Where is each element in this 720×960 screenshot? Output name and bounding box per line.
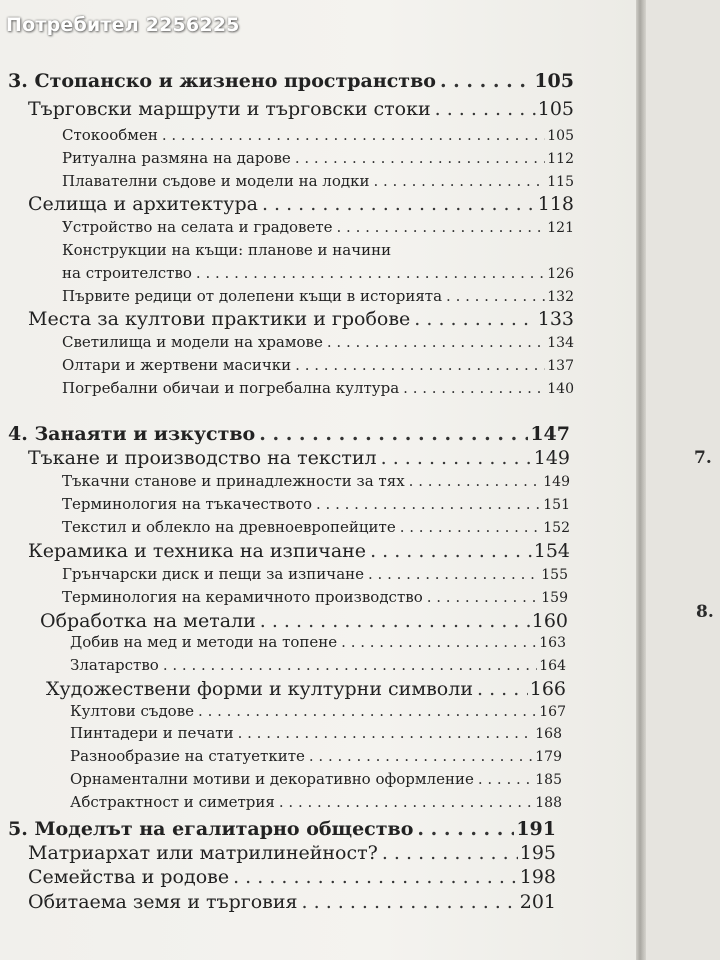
dot-leader bbox=[477, 678, 528, 700]
toc-entry-page: 140 bbox=[547, 381, 574, 397]
book-page-right bbox=[646, 0, 720, 960]
toc-entry bbox=[62, 565, 568, 583]
toc-entry-page: 188 bbox=[535, 795, 562, 811]
toc-entry bbox=[62, 495, 570, 513]
toc-entry-title: Стокообмен bbox=[62, 126, 158, 144]
dot-leader bbox=[327, 333, 545, 351]
dot-leader bbox=[409, 472, 542, 490]
toc-entry bbox=[62, 518, 570, 536]
toc-entry bbox=[62, 333, 574, 351]
toc-entry-page: 147 bbox=[530, 423, 570, 445]
toc-entry-page: 152 bbox=[543, 520, 570, 536]
toc-entry bbox=[8, 818, 556, 840]
toc-entry bbox=[28, 308, 574, 330]
toc-entry-page: 105 bbox=[534, 70, 574, 92]
toc-entry-title: Устройство на селата и градовете bbox=[62, 218, 333, 236]
toc-entry bbox=[62, 172, 574, 190]
toc-entry bbox=[28, 866, 556, 888]
toc-entry bbox=[40, 610, 568, 632]
toc-entry bbox=[70, 747, 562, 765]
toc-entry bbox=[28, 891, 556, 913]
dot-leader bbox=[403, 379, 545, 397]
toc-entry-title: Терминология на керамичното производство bbox=[62, 588, 423, 606]
toc-entry-page: 168 bbox=[535, 726, 562, 742]
toc-entry-title: Селища и архитектура bbox=[28, 193, 258, 215]
dot-leader bbox=[279, 793, 533, 811]
toc-entry bbox=[28, 842, 556, 864]
toc-entry-title: Обработка на метали bbox=[40, 610, 256, 632]
dot-leader bbox=[238, 724, 534, 742]
toc-entry-title-line: Конструкции на къщи: планове и начини bbox=[62, 241, 392, 259]
toc-entry bbox=[46, 678, 566, 700]
toc-entry-title: Пинтадери и печати bbox=[70, 724, 234, 742]
toc-entry-title: Разнообразие на статуетките bbox=[70, 747, 305, 765]
toc-entry-page: 134 bbox=[547, 335, 574, 351]
toc-entry-page: 126 bbox=[547, 266, 574, 282]
toc-entry bbox=[62, 149, 574, 167]
toc-entry-page: 121 bbox=[547, 220, 574, 236]
toc-entry-page: 154 bbox=[533, 540, 570, 562]
toc-entry-title: Светилища и модели на храмове bbox=[62, 333, 323, 351]
dot-leader bbox=[196, 264, 545, 282]
dot-leader bbox=[198, 702, 537, 720]
toc-entry-title: Добив на мед и методи на топене bbox=[70, 633, 338, 651]
toc-entry-title: Първите редици от долепени къщи в историята bbox=[62, 287, 443, 305]
toc-entry-page: 160 bbox=[531, 610, 568, 632]
toc-entry bbox=[70, 793, 562, 811]
toc-entry bbox=[62, 379, 574, 397]
toc-entry-title: Матриархат или матрилинейност? bbox=[28, 842, 378, 864]
toc-entry bbox=[28, 447, 570, 469]
toc-entry bbox=[62, 126, 574, 144]
toc-entry-title: Обитаема земя и търговия bbox=[28, 891, 298, 913]
toc-entry-page: 112 bbox=[547, 151, 574, 167]
dot-leader bbox=[414, 308, 535, 330]
toc-entry-page: 155 bbox=[541, 567, 568, 583]
dot-leader bbox=[316, 495, 541, 513]
dot-leader bbox=[163, 656, 537, 674]
toc-entry-page: 137 bbox=[547, 358, 574, 374]
dot-leader bbox=[370, 540, 532, 562]
toc-entry bbox=[62, 264, 574, 282]
toc-entry-page: 164 bbox=[539, 658, 566, 674]
toc-entry bbox=[62, 472, 570, 490]
toc-entry-title: на строителство bbox=[62, 264, 192, 282]
dot-leader bbox=[478, 770, 533, 788]
dot-leader bbox=[259, 423, 528, 445]
toc-entry bbox=[28, 193, 574, 215]
toc-entry-page: 191 bbox=[516, 818, 556, 840]
toc-entry bbox=[28, 98, 574, 120]
toc-entry-page: 149 bbox=[543, 474, 570, 490]
toc-entry-page: 185 bbox=[535, 772, 562, 788]
dot-leader bbox=[427, 588, 540, 606]
toc-entry-page: 149 bbox=[533, 447, 570, 469]
toc-entry-title: Места за култови практики и гробове bbox=[28, 308, 411, 330]
toc-entry-title: Грънчарски диск и пещи за изпичане bbox=[62, 565, 365, 583]
toc-entry-title: Керамика и техника на изпичане bbox=[28, 540, 367, 562]
dot-leader bbox=[337, 218, 546, 236]
dot-leader bbox=[341, 633, 537, 651]
toc-entry bbox=[70, 724, 562, 742]
toc-entry-page: 195 bbox=[519, 842, 556, 864]
toc-entry-title: Търговски маршрути и търговски стоки bbox=[28, 98, 431, 120]
toc-entry bbox=[70, 702, 566, 720]
book-spine bbox=[636, 0, 646, 960]
toc-entry bbox=[62, 588, 568, 606]
dot-leader bbox=[382, 842, 518, 864]
toc-entry-page: 201 bbox=[519, 891, 556, 913]
toc-entry bbox=[8, 70, 574, 92]
toc-entry-title: Художествени форми и културни символи bbox=[46, 678, 473, 700]
right-page-section-number: 7. bbox=[694, 448, 712, 468]
toc-entry-title: Погребални обичаи и погребална култура bbox=[62, 379, 400, 397]
dot-leader bbox=[400, 518, 542, 536]
toc-entry-page: 151 bbox=[543, 497, 570, 513]
toc-entry-title: Абстрактност и симетрия bbox=[70, 793, 275, 811]
toc-entry-title: Плавателни съдове и модели на лодки bbox=[62, 172, 370, 190]
dot-leader bbox=[233, 866, 518, 888]
toc-entry-title: Текстил и облекло на древноевропейците bbox=[62, 518, 396, 536]
toc-entry-page: 118 bbox=[537, 193, 574, 215]
toc-entry-page: 167 bbox=[539, 704, 566, 720]
toc-entry-title: Орнаментални мотиви и декоративно оформление bbox=[70, 770, 474, 788]
dot-leader bbox=[302, 891, 518, 913]
dot-leader bbox=[260, 610, 530, 632]
dot-leader bbox=[295, 149, 545, 167]
toc-entry-title: Тъкачни станове и принадлежности за тях bbox=[62, 472, 405, 490]
dot-leader bbox=[446, 287, 545, 305]
dot-leader bbox=[368, 565, 539, 583]
toc-entry bbox=[70, 656, 566, 674]
toc-entry-page: 105 bbox=[537, 98, 574, 120]
toc-entry-page: 115 bbox=[547, 174, 574, 190]
dot-leader bbox=[435, 98, 536, 120]
toc-entry-title: 3. Стопанско и жизнено пространство bbox=[8, 70, 436, 92]
dot-leader bbox=[381, 447, 532, 469]
toc-entry-page: 198 bbox=[519, 866, 556, 888]
dot-leader bbox=[440, 70, 532, 92]
toc-entry-page: 159 bbox=[541, 590, 568, 606]
toc-entry-title: 5. Моделът на егалитарно общество bbox=[8, 818, 414, 840]
toc-entry-page: 179 bbox=[535, 749, 562, 765]
toc-entry bbox=[8, 423, 570, 445]
toc-entry bbox=[70, 770, 562, 788]
toc-entry bbox=[62, 218, 574, 236]
toc-entry-title: Терминология на тъкачеството bbox=[62, 495, 312, 513]
toc-entry-title: Култови съдове bbox=[70, 702, 195, 720]
dot-leader bbox=[373, 172, 545, 190]
right-page-section-number: 8. bbox=[696, 602, 714, 622]
toc-entry-page: 132 bbox=[547, 289, 574, 305]
dot-leader bbox=[295, 356, 545, 374]
dot-leader bbox=[262, 193, 536, 215]
toc-entry-page: 163 bbox=[539, 635, 566, 651]
toc-entry-title: Златарство bbox=[70, 656, 159, 674]
toc-entry-page: 105 bbox=[547, 128, 574, 144]
toc-entry-title: Тъкане и производство на текстил bbox=[28, 447, 377, 469]
toc-entry bbox=[70, 633, 566, 651]
toc-entry-title: Олтари и жертвени масички bbox=[62, 356, 292, 374]
toc-entry bbox=[62, 287, 574, 305]
toc-entry-title: Семейства и родове bbox=[28, 866, 230, 888]
toc-entry-title: 4. Занаяти и изкуство bbox=[8, 423, 256, 445]
toc-entry-page: 166 bbox=[529, 678, 566, 700]
toc-entry bbox=[62, 356, 574, 374]
toc-entry bbox=[28, 540, 570, 562]
toc-entry-page: 133 bbox=[537, 308, 574, 330]
dot-leader bbox=[309, 747, 533, 765]
user-watermark: Потребител 2256225 bbox=[6, 14, 240, 36]
toc-entry-title: Ритуална размяна на дарове bbox=[62, 149, 291, 167]
dot-leader bbox=[417, 818, 514, 840]
dot-leader bbox=[162, 126, 545, 144]
